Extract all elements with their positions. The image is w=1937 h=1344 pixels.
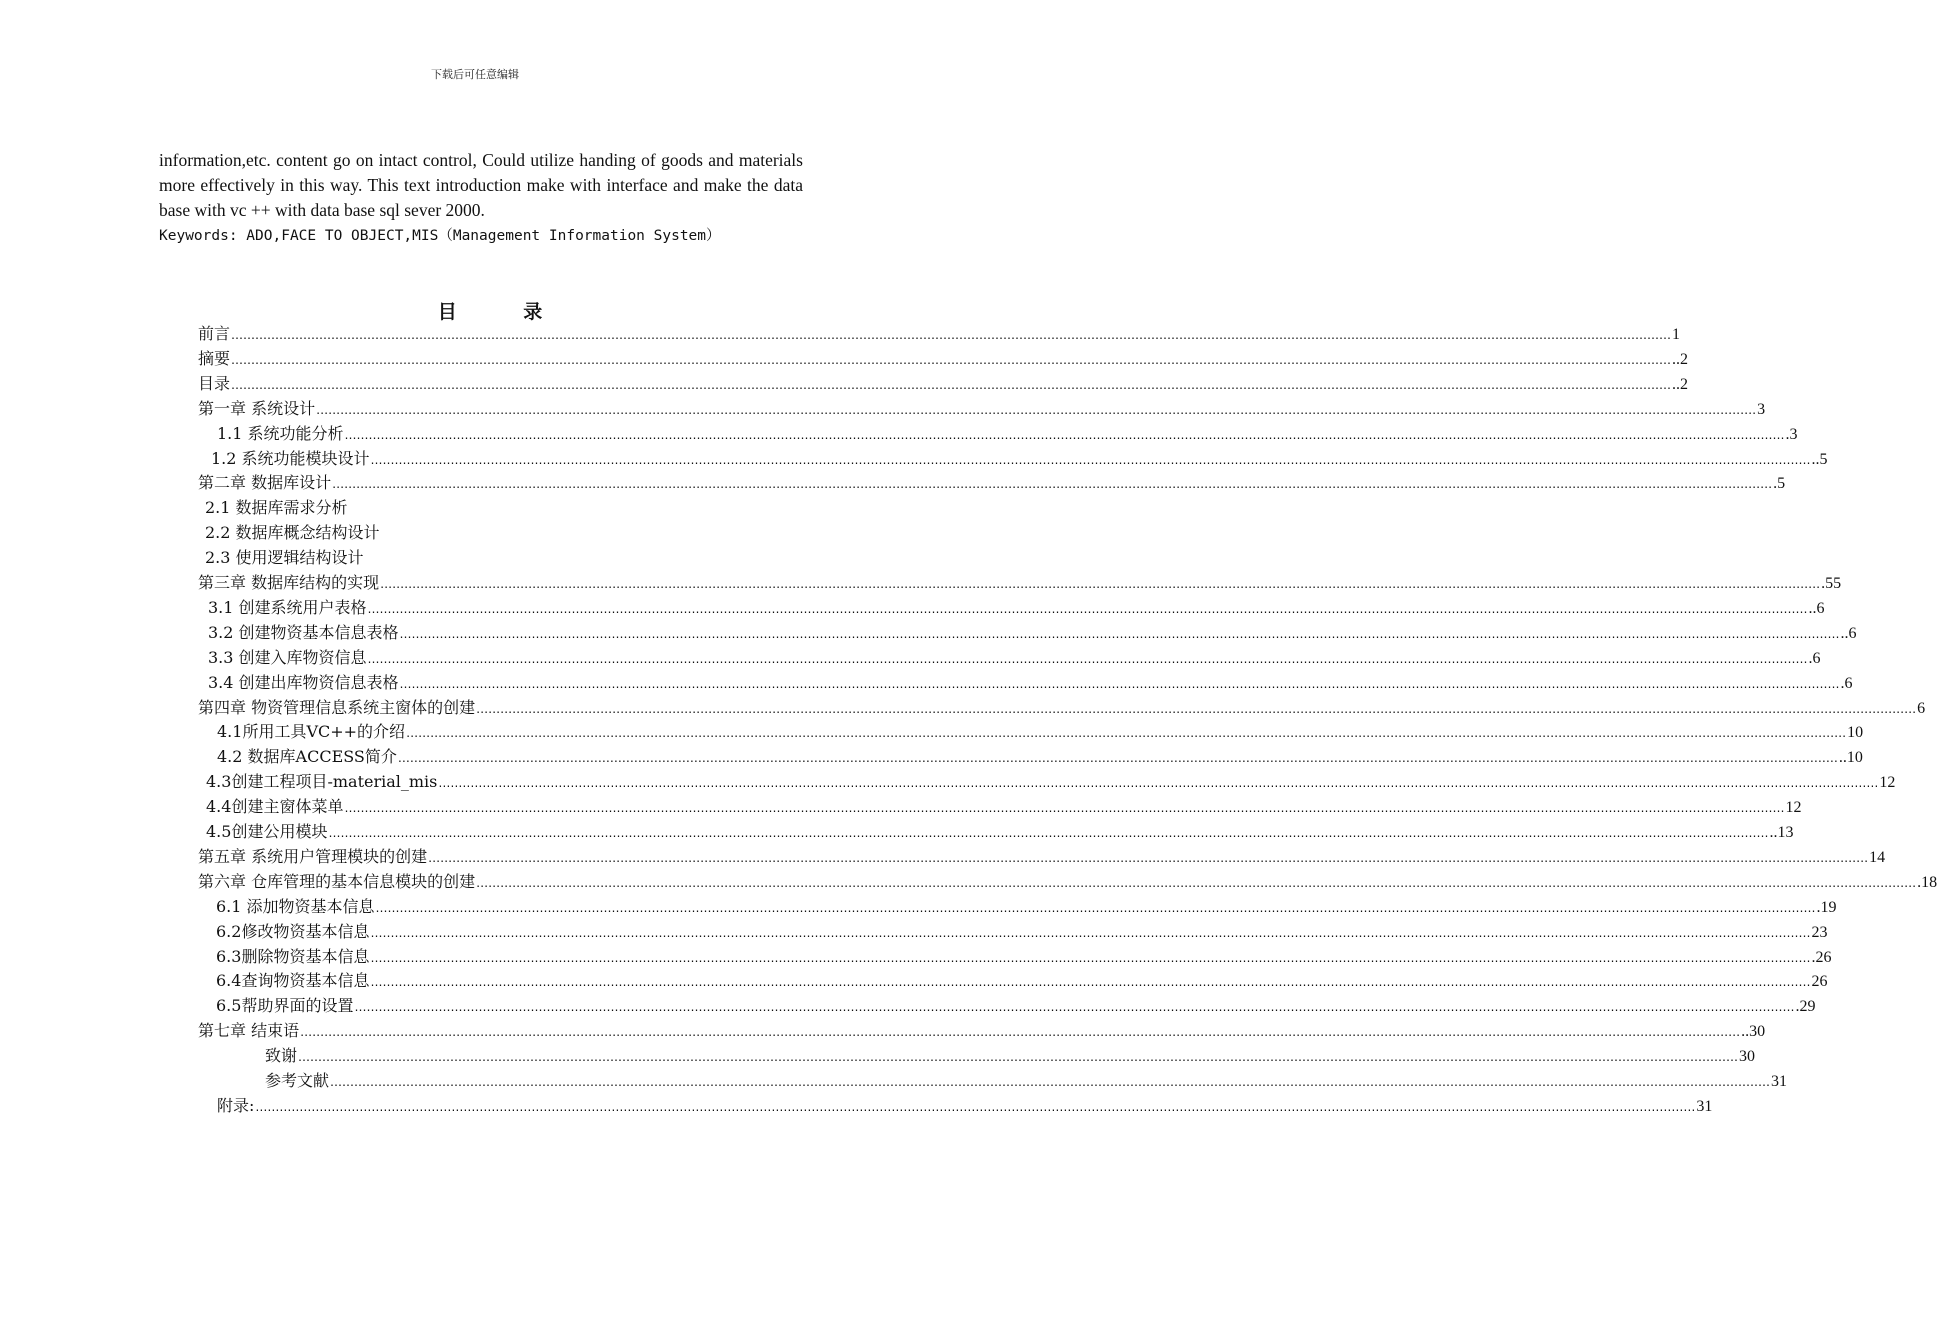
toc-entry [217, 1094, 1713, 1118]
toc-entry [198, 870, 1937, 894]
toc-dot-leader: ……………………………………………………………………………………………………………………………………………………………………………………………………………………………………………………………………………………………………………………………… [438, 776, 1879, 791]
toc-entry-page: 31 [1771, 1073, 1788, 1090]
toc-entry-label: 2.2 数据库概念结构设计 [205, 523, 380, 543]
toc-entry-page: ..5 [1811, 450, 1828, 468]
toc-entry-label: 6.5帮助界面的设置 [216, 996, 354, 1016]
toc-entry-label: 第一章 系统设计 [198, 398, 316, 418]
toc-entry-page: .3 [1785, 425, 1798, 443]
toc-entry-label: 6.4查询物资基本信息 [216, 971, 370, 991]
toc-dot-leader: ……………………………………………………………………………………………………………………………………………………………………………………………………………………………………………………………………………………………………………………………… [380, 577, 1821, 591]
toc-entry [198, 696, 1926, 720]
toc-entry-label: 4.4创建主窗体菜单 [206, 797, 344, 817]
toc-dot-leader: ……………………………………………………………………………………………………………………………………………………………………………………………………………………………………………………………………………………………………………………………… [367, 651, 1808, 666]
toc-entry-label: 前言 [198, 324, 231, 343]
toc-entry [198, 322, 1681, 346]
abstract-paragraph: information,etc. content go on intact control, Could utilize handing of goods and materials more effectively in this way. This text introduction make with interface and make the data base with vc ++ with data base sql sever 2000. [159, 150, 803, 220]
toc-entry-label: 致谢 [265, 1046, 298, 1066]
toc-entry-label: 2.1 数据库需求分析 [205, 498, 348, 518]
toc-entry [205, 546, 364, 570]
toc-entry [208, 621, 1857, 645]
toc-entry [198, 397, 1766, 421]
toc-entry-page: 14 [1869, 848, 1886, 866]
toc-entry [205, 496, 348, 520]
toc-entry-page: .26 [1811, 948, 1832, 966]
toc-entry-label: 附录: [217, 1095, 255, 1115]
toc-entry-page: 12 [1879, 774, 1896, 792]
toc-entry-label: 6.3删除物资基本信息 [216, 946, 370, 966]
toc-dot-leader: ……………………………………………………………………………………………………………………………………………………………………………………………………………………………………………………………………………………………………………………………… [300, 1025, 1741, 1040]
toc-entry-label: 参考文献 [265, 1071, 330, 1090]
toc-entry [198, 471, 1786, 495]
toc-dot-leader: ……………………………………………………………………………………………………………………………………………………………………………………………………………………………………………………………………………………………………………………………… [428, 850, 1869, 865]
toc-entry [217, 720, 1864, 744]
toc-entry-page: ..2 [1672, 375, 1689, 393]
toc-entry-page: ..10 [1838, 749, 1863, 767]
toc-entry-label: 第五章 系统用户管理模块的创建 [198, 846, 428, 866]
toc-entry-page: 10 [1847, 724, 1864, 742]
toc-dot-leader: ……………………………………………………………………………………………………………………………………………………………………………………………………………………………………………………………………………………………………………………………… [328, 826, 1769, 840]
toc-entry-label: 6.1 添加物资基本信息 [216, 896, 375, 916]
toc-entry [265, 1044, 1756, 1068]
toc-entry-label: 3.1 创建系统用户表格 [208, 597, 367, 617]
toc-entry-label: 第三章 数据库结构的实现 [198, 573, 380, 592]
toc-entry [206, 770, 1896, 794]
toc-entry-page: 1 [1672, 326, 1681, 343]
toc-dot-leader: ……………………………………………………………………………………………………………………………………………………………………………………………………………………………………………………………………………………………………………………………… [316, 402, 1757, 417]
toc-dot-leader: ……………………………………………………………………………………………………………………………………………………………………………………………………………………………………………………………………………………………………………………………… [397, 751, 1838, 766]
toc-dot-leader: ……………………………………………………………………………………………………………………………………………………………………………………………………………………………………………………………………………………………………………………………… [367, 601, 1808, 616]
toc-entry [198, 372, 1689, 396]
toc-entry-label: 第四章 物资管理信息系统主窗体的创建 [198, 697, 476, 717]
toc-entry-label: 第二章 数据库设计 [198, 473, 332, 493]
toc-entry-page: .29 [1795, 998, 1816, 1016]
toc-entry [205, 521, 380, 545]
toc-dot-leader: ……………………………………………………………………………………………………………………………………………………………………………………………………………………………………………………………………………………………………………………………… [399, 676, 1840, 691]
toc-dot-leader: ……………………………………………………………………………………………………………………………………………………………………………………………………………………………………………………………………………………………………………………………… [370, 925, 1811, 940]
toc-entry [208, 671, 1853, 695]
toc-entry [265, 1069, 1788, 1093]
keywords-line: Keywords: ADO,FACE TO OBJECT,MIS（Management Information System） [159, 228, 721, 244]
toc-entry-page: .55 [1821, 575, 1842, 592]
toc-dot-leader: ……………………………………………………………………………………………………………………………………………………………………………………………………………………………………………………………………………………………………………………………… [298, 1050, 1739, 1065]
toc-dot-leader: ……………………………………………………………………………………………………………………………………………………………………………………………………………………………………………………………………………………………………………………………… [231, 328, 1672, 342]
toc-entry [216, 895, 1837, 919]
toc-entry-page: ..13 [1769, 824, 1794, 841]
toc-entry [211, 447, 1828, 471]
toc-dot-leader: ……………………………………………………………………………………………………………………………………………………………………………………………………………………………………………………………………………………………………………………………… [375, 900, 1816, 915]
toc-entry-label: 4.1所用工具VC++的介绍 [217, 722, 406, 742]
toc-dot-leader: ……………………………………………………………………………………………………………………………………………………………………………………………………………………………………………………………………………………………………………………………… [344, 801, 1785, 816]
toc-dot-leader: ……………………………………………………………………………………………………………………………………………………………………………………………………………………………………………………………………………………………………………………………… [332, 477, 1773, 492]
toc-entry-label: 1.1 系统功能分析 [217, 423, 344, 443]
toc-dot-leader: ……………………………………………………………………………………………………………………………………………………………………………………………………………………………………………………………………………………………………………………………… [255, 1099, 1696, 1114]
toc-entry [217, 422, 1798, 446]
toc-entry [216, 994, 1816, 1018]
toc-entry-label: 3.4 创建出库物资信息表格 [208, 672, 399, 692]
toc-entry [198, 571, 1842, 595]
toc-entry-label: 3.2 创建物资基本信息表格 [208, 622, 399, 642]
toc-entry [198, 347, 1689, 371]
toc-dot-leader: ……………………………………………………………………………………………………………………………………………………………………………………………………………………………………………………………………………………………………………………………… [370, 452, 1811, 467]
toc-entry-label: 4.2 数据库ACCESS简介 [217, 747, 397, 767]
toc-entry [216, 920, 1828, 944]
toc-entry-page: .6 [1808, 649, 1821, 667]
toc-entry-label: 目录 [198, 373, 231, 393]
toc-entry-page: .5 [1773, 475, 1786, 493]
toc-dot-leader: ……………………………………………………………………………………………………………………………………………………………………………………………………………………………………………………………………………………………………………………………… [399, 626, 1840, 641]
toc-entry-label: 摘要 [198, 348, 231, 368]
toc-dot-leader: ……………………………………………………………………………………………………………………………………………………………………………………………………………………………………………………………………………………………………………………………… [476, 875, 1917, 890]
toc-dot-leader: ……………………………………………………………………………………………………………………………………………………………………………………………………………………………………………………………………………………………………………………………… [231, 377, 1672, 392]
toc-entry-page: 30 [1739, 1048, 1756, 1066]
toc-entry-label: 3.3 创建入库物资信息 [208, 647, 367, 667]
toc-entry [206, 820, 1794, 844]
toc-entry-page: 23 [1811, 923, 1828, 941]
toc-entry-label: 2.3 使用逻辑结构设计 [205, 548, 364, 568]
toc-entry-page: ..6 [1840, 624, 1857, 642]
toc-entry [216, 945, 1832, 969]
toc-dot-leader: ……………………………………………………………………………………………………………………………………………………………………………………………………………………………………………………………………………………………………………………………… [231, 352, 1672, 367]
toc-entry-label: 1.2 系统功能模块设计 [211, 448, 370, 468]
toc-entry-label: 4.3创建工程项目-material_mis [206, 772, 438, 792]
toc-entry [208, 596, 1825, 620]
toc-entry-label: 4.5创建公用模块 [206, 822, 328, 841]
toc-entry [217, 745, 1863, 769]
toc-dot-leader: ……………………………………………………………………………………………………………………………………………………………………………………………………………………………………………………………………………………………………………………………… [330, 1075, 1771, 1089]
toc-entry-page: .6 [1840, 674, 1853, 692]
toc-entry-label: 第六章 仓库管理的基本信息模块的创建 [198, 871, 476, 891]
toc-entry-label: 6.2修改物资基本信息 [216, 921, 370, 941]
toc-entry-page: 6 [1917, 699, 1926, 717]
toc-entry [216, 969, 1828, 993]
toc-entry-page: ..6 [1808, 599, 1825, 617]
toc-dot-leader: ……………………………………………………………………………………………………………………………………………………………………………………………………………………………………………………………………………………………………………………………… [344, 427, 1785, 442]
toc-entry-page: 26 [1811, 973, 1828, 991]
toc-entry [206, 795, 1802, 819]
toc-entry-page: ..2 [1672, 350, 1689, 368]
page-header-note: 下载后可任意编辑 [431, 68, 519, 81]
toc-dot-leader: ……………………………………………………………………………………………………………………………………………………………………………………………………………………………………………………………………………………………………………………………… [476, 701, 1917, 716]
toc-entry [198, 845, 1886, 869]
toc-title: 目 录 [437, 301, 573, 323]
toc-entry-page: .19 [1816, 898, 1837, 916]
toc-dot-leader: ……………………………………………………………………………………………………………………………………………………………………………………………………………………………………………………………………………………………………………………………… [354, 1000, 1795, 1015]
toc-entry-page: 12 [1785, 799, 1802, 817]
toc-dot-leader: ……………………………………………………………………………………………………………………………………………………………………………………………………………………………………………………………………………………………………………………………… [370, 975, 1811, 990]
toc-entry-page: 3 [1757, 400, 1766, 418]
toc-dot-leader: ……………………………………………………………………………………………………………………………………………………………………………………………………………………………………………………………………………………………………………………………… [370, 950, 1811, 965]
toc-entry [208, 646, 1821, 670]
toc-entry-page: .18 [1917, 873, 1937, 891]
toc-entry-label: 第七章 结束语 [198, 1021, 300, 1041]
toc-entry-page: ..30 [1741, 1023, 1766, 1041]
toc-entry [198, 1019, 1766, 1043]
toc-entry-page: 31 [1696, 1097, 1713, 1115]
toc-dot-leader: ……………………………………………………………………………………………………………………………………………………………………………………………………………………………………………………………………………………………………………………………… [406, 726, 1847, 741]
